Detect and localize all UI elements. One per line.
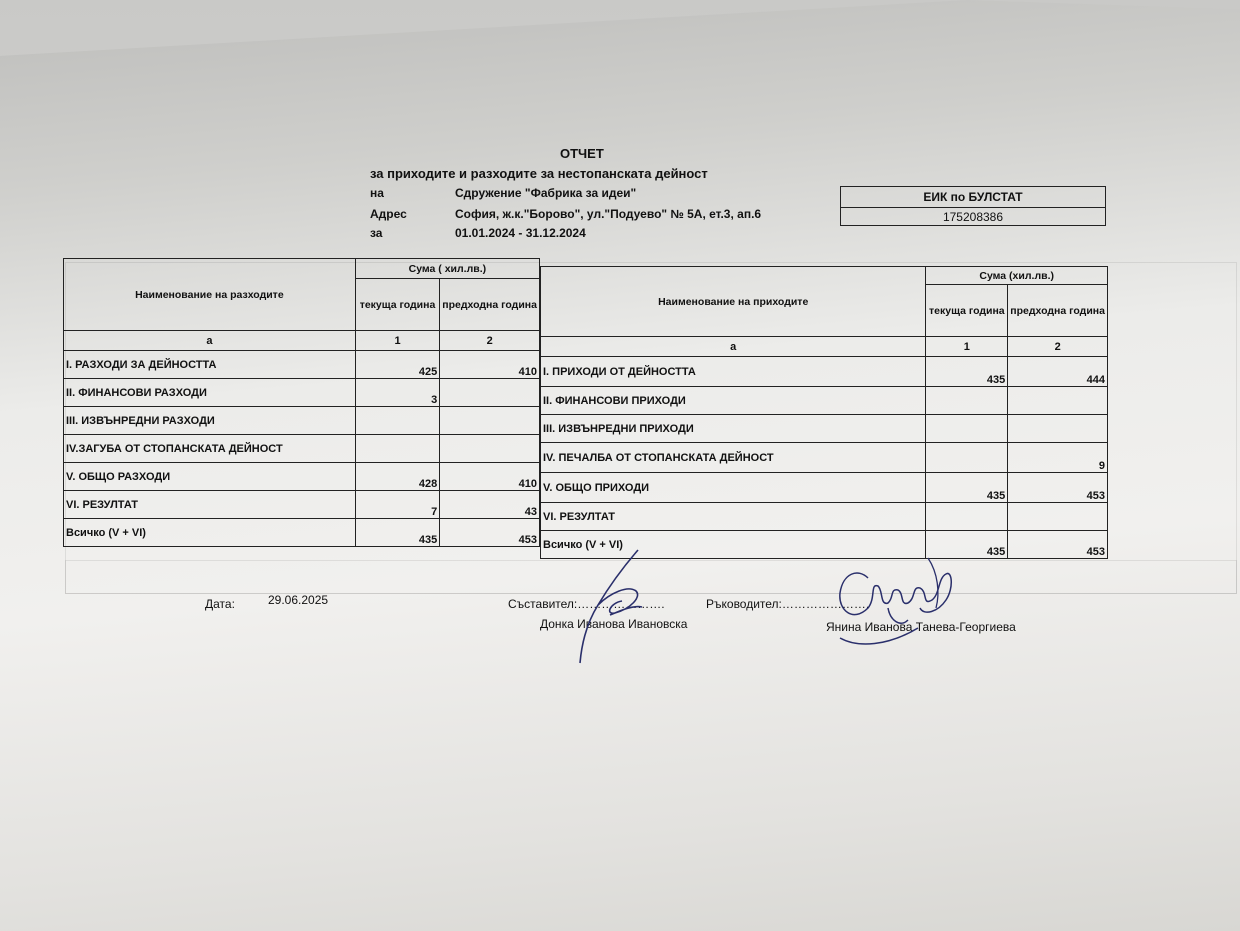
expenses-row-current: 3	[355, 379, 440, 407]
income-name-header: Наименование на приходите	[541, 267, 926, 337]
income-table	[540, 266, 1108, 559]
address-label: Адрес	[370, 207, 407, 221]
income-sum-header: Сума (хил.лв.)	[926, 267, 1108, 285]
income-row-current	[926, 415, 1008, 443]
income-row-current: 435	[926, 473, 1008, 503]
expenses-row-previous: 453	[440, 519, 540, 547]
eik-value: 175208386	[942, 210, 1004, 224]
eik-box	[840, 186, 1106, 226]
income-idx-2: 2	[1008, 337, 1108, 357]
income-row-previous: 9	[1008, 443, 1108, 473]
income-idx-1: 1	[926, 337, 1008, 357]
income-row-previous	[1008, 415, 1108, 443]
income-row-current	[926, 503, 1008, 531]
income-row-previous	[1008, 503, 1108, 531]
expenses-row-current: 428	[355, 463, 440, 491]
expenses-row-previous: 43	[440, 491, 540, 519]
org-label: на	[370, 186, 384, 200]
expenses-row-previous	[440, 379, 540, 407]
eik-label: ЕИК по БУЛСТАТ	[841, 187, 1105, 208]
expenses-col-previous: предходна година	[440, 279, 540, 331]
income-row-previous: 453	[1008, 531, 1108, 559]
expenses-row-previous	[440, 435, 540, 463]
expenses-col-current: текуща година	[355, 279, 440, 331]
expenses-idx-1: 1	[355, 331, 440, 351]
expenses-row-previous	[440, 407, 540, 435]
income-row-name: Всичко (V + VI)	[541, 531, 926, 559]
period-value: 01.01.2024 - 31.12.2024	[455, 226, 586, 240]
income-idx-a: а	[541, 337, 926, 357]
report-subtitle: за приходите и разходите за нестопанската дейност	[370, 166, 708, 181]
income-row-name: III. ИЗВЪНРЕДНИ ПРИХОДИ	[541, 415, 926, 443]
org-value: Сдружение "Фабрика за идеи"	[455, 186, 637, 200]
expenses-idx-a: а	[64, 331, 356, 351]
income-row-current: 435	[926, 357, 1008, 387]
income-row-name: IV. ПЕЧАЛБА ОТ СТОПАНСКАТА ДЕЙНОСТ	[541, 443, 926, 473]
manager-name: Янина Иванова Танева-Георгиева	[826, 620, 1016, 634]
expenses-table	[63, 258, 540, 547]
expenses-row-previous: 410	[440, 463, 540, 491]
period-label: за	[370, 226, 383, 240]
manager-label: Ръководител:………………….	[706, 597, 870, 611]
manager-signature	[828, 548, 978, 658]
date-label: Дата:	[205, 597, 235, 611]
compiler-label: Съставител:………………….	[508, 597, 665, 611]
expenses-name-header: Наименование на разходите	[64, 259, 356, 331]
expenses-row-name: V. ОБЩО РАЗХОДИ	[64, 463, 356, 491]
expenses-row-name: Всичко (V + VI)	[64, 519, 356, 547]
date-value: 29.06.2025	[268, 593, 329, 607]
income-row-name: V. ОБЩО ПРИХОДИ	[541, 473, 926, 503]
income-row-previous: 453	[1008, 473, 1108, 503]
income-row-name: I. ПРИХОДИ ОТ ДЕЙНОСТТА	[541, 357, 926, 387]
expenses-row-previous: 410	[440, 351, 540, 379]
expenses-row-name: VI. РЕЗУЛТАТ	[64, 491, 356, 519]
expenses-row-current: 435	[355, 519, 440, 547]
expenses-row-name: I. РАЗХОДИ ЗА ДЕЙНОСТТА	[64, 351, 356, 379]
income-row-name: VI. РЕЗУЛТАТ	[541, 503, 926, 531]
income-row-current	[926, 443, 1008, 473]
expenses-row-name: II. ФИНАНСОВИ РАЗХОДИ	[64, 379, 356, 407]
expenses-sum-header: Сума ( хил.лв.)	[355, 259, 539, 279]
compiler-name: Донка Иванова Ивановска	[540, 617, 688, 631]
report-title: ОТЧЕТ	[560, 146, 604, 161]
expenses-idx-2: 2	[440, 331, 540, 351]
expenses-row-name: III. ИЗВЪНРЕДНИ РАЗХОДИ	[64, 407, 356, 435]
income-col-current: текуща година	[926, 285, 1008, 337]
expenses-row-current: 425	[355, 351, 440, 379]
income-col-previous: предходна година	[1008, 285, 1108, 337]
compiler-signature	[570, 545, 660, 675]
income-row-previous	[1008, 387, 1108, 415]
expenses-row-name: IV.ЗАГУБА ОТ СТОПАНСКАТА ДЕЙНОСТ	[64, 435, 356, 463]
income-row-name: II. ФИНАНСОВИ ПРИХОДИ	[541, 387, 926, 415]
expenses-row-current	[355, 435, 440, 463]
income-row-current	[926, 387, 1008, 415]
expenses-row-current: 7	[355, 491, 440, 519]
expenses-row-current	[355, 407, 440, 435]
income-row-current: 435	[926, 531, 1008, 559]
address-value: София, ж.к."Борово", ул."Подуево" № 5А, ет.3, ап.6	[455, 207, 762, 221]
income-row-previous: 444	[1008, 357, 1108, 387]
